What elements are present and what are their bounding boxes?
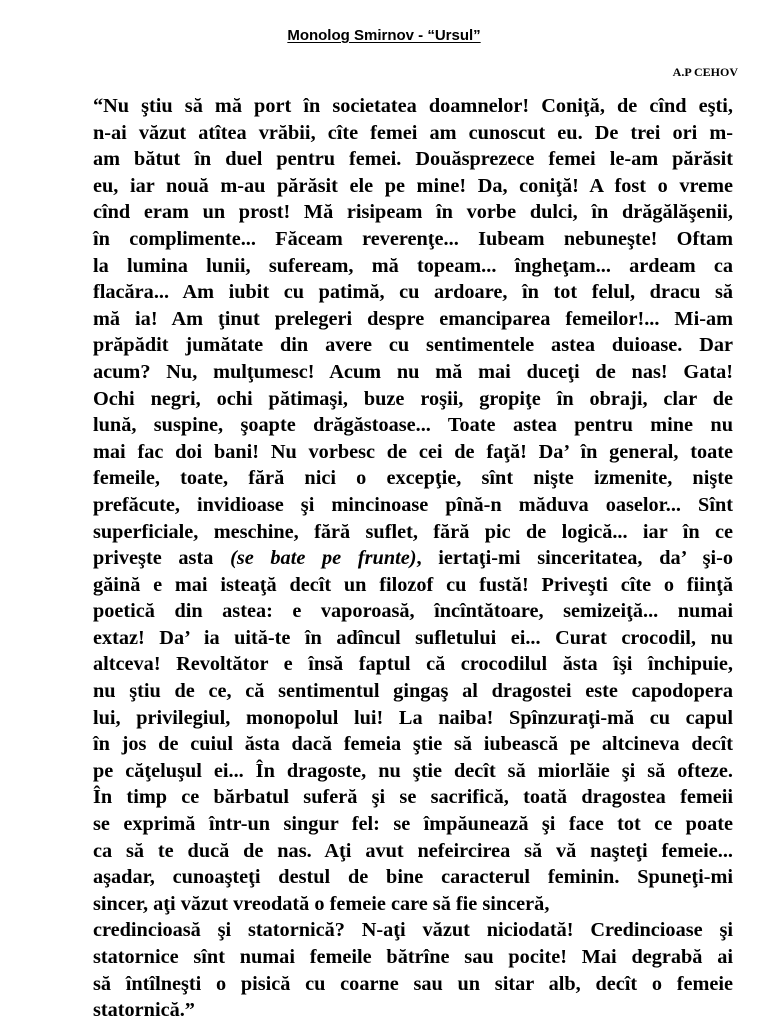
text-line: statornică.”	[93, 999, 195, 1022]
text-line: În timp ce bărbatul suferă şi se sacrifică, toată dragostea femeii	[93, 786, 733, 809]
monologue-text	[93, 93, 733, 1024]
text-line: nu ştiu de ce, că sentimentul gingaş al dragostei este capodopera	[93, 680, 733, 703]
text-line: prăpădit jumătate din avere cu sentimentele astea duioase. Dar	[93, 334, 733, 357]
document-author: A.P CEHOV	[672, 65, 738, 79]
text-line: cînd eram un prost! Mă risipeam în vorbe dulci, în drăgălăşenii,	[93, 201, 733, 224]
text-line: acum? Nu, mulţumesc! Acum nu mă mai duceţi de nas! Gata!	[93, 360, 733, 383]
document-title-text: Monolog Smirnov - “Ursul”	[287, 27, 481, 44]
text-line: sincer, aţi văzut vreodată o femeie care să fie sinceră,	[93, 892, 550, 915]
text-line: flacăra... Am iubit cu patimă, cu ardoare, în tot felul, dracu să	[93, 281, 733, 304]
text-line: se exprimă într-un singur fel: se împăunează şi face tot ce poate	[93, 813, 733, 836]
text-line: în jos de cuiul ăsta dacă femeia ştie să iubească pe altcineva decît	[93, 733, 733, 756]
text-line: n-ai văzut atîtea vrăbii, cîte femei am cunoscut eu. De trei ori m-	[93, 121, 733, 144]
text-line: mai fac doi bani! Nu vorbesc de cei de faţă! Da’ în general, toate	[93, 440, 733, 463]
text-line: altceva! Revoltător e însă faptul că crocodilul ăsta îşi închipuie,	[93, 653, 733, 676]
text-line: la lumina lunii, sufeream, mă topeam... îngheţam... ardeam ca	[93, 254, 733, 277]
text-line: lui, privilegiul, monopolul lui! La naiba! Spînzuraţi-mă cu capul	[93, 706, 733, 729]
text-line: lună, suspine, şoapte drăgăstoase... Toate astea pentru mine nu	[93, 414, 733, 437]
text-line: aşadar, cunoaşteţi destul de bine caracterul feminin. Spuneţi-mi	[93, 866, 733, 889]
text-line: eu, iar nouă m-au părăsit ele pe mine! Da, coniţă! A fost o vreme	[93, 174, 733, 197]
text-line: în complimente... Făceam reverenţe... Iubeam nebuneşte! Oftam	[93, 227, 733, 250]
text-line: superficiale, meschine, fără suflet, fără pic de logică... iar în ce	[93, 520, 733, 543]
text-line: statornice sînt numai femeile bătrîne sau pocite! Mai degrabă ai	[93, 946, 733, 968]
text-line: “Nu ştiu să mă port în societatea doamnelor! Coniţă, de cînd eşti,	[93, 95, 733, 117]
stage-direction: (se bate pe frunte)	[230, 547, 417, 570]
text-line: Ochi negri, ochi pătimaşi, buze roşii, gropiţe în obraji, clar de	[93, 387, 733, 410]
text-line: poetică din astea: e vaporoasă, încîntătoare, semizeiţă... numai	[93, 600, 733, 623]
text-line: femeile, toate, fără nici o excepţie, sînt nişte izmenite, nişte	[93, 467, 733, 490]
text-line: pe căţeluşul ei... În dragoste, nu ştie decît să miorlăie şi să ofteze.	[93, 759, 733, 782]
text-line: mă ia! Am ţinut prelegeri despre emanciparea femeilor!... Mi-am	[93, 307, 733, 330]
text-line: găină e mai isteaţă decît un filozof cu fustă! Priveşti cîte o fiinţă	[93, 573, 733, 596]
text-segment: priveşte asta	[93, 547, 231, 570]
text-line	[93, 545, 733, 572]
text-line: credincioasă şi statornică? N-aţi văzut niciodată! Credincioase şi	[93, 919, 733, 942]
text-line: am bătut în duel pentru femei. Douăsprezece femei le-am părăsit	[93, 148, 733, 171]
text-line: ca să te ducă de nas. Aţi avut nefeircirea să vă naşteţi femeie...	[93, 839, 733, 862]
text-line: extaz! Da’ ia uită-te în adîncul sufletului ei... Curat crocodil, nu	[93, 626, 733, 649]
text-line: prefăcute, invidioase şi mincinoase pînă-n măduva oaselor... Sînt	[93, 493, 733, 516]
text-line: să întîlneşti o pisică cu coarne sau un sitar alb, decît o femeie	[93, 972, 733, 995]
document-title	[0, 26, 768, 46]
text-segment: , iertaţi-mi sinceritatea, da’ şi-o	[416, 547, 734, 570]
